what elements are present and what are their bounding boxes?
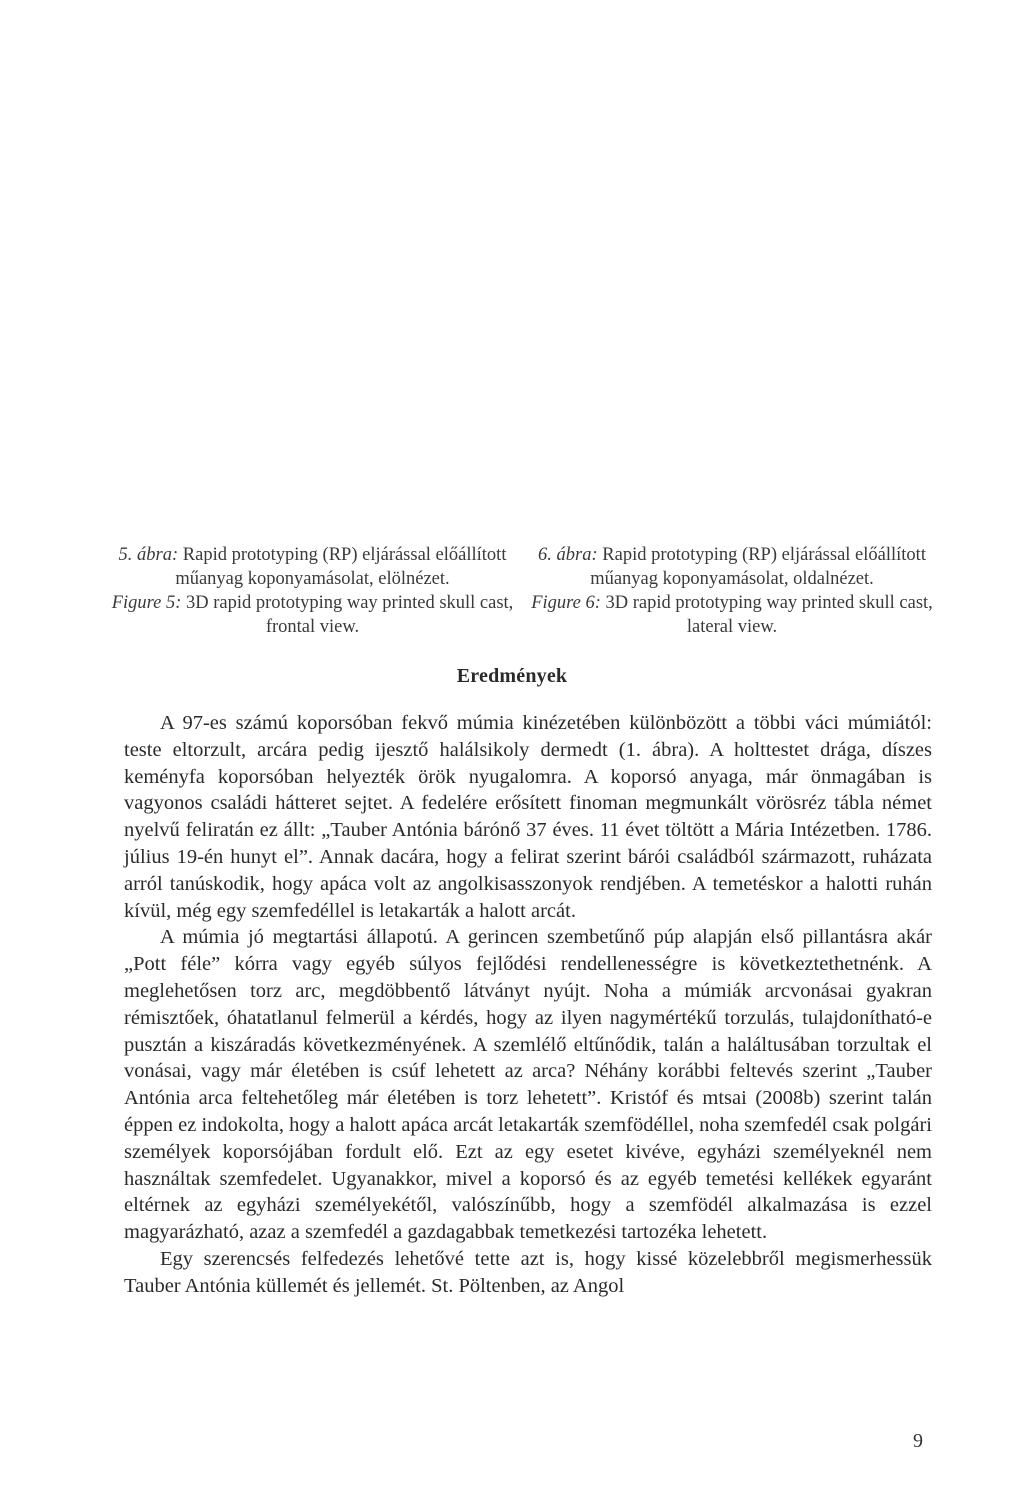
- caption-6-label-en: Figure 6:: [531, 593, 601, 613]
- paragraph-3: Egy szerencsés felfedezés lehetővé tette azt is, hogy kissé közelebbről megismerhessük Tauber Antónia küllemét és jellemét. St. Pöltenben, az Angol: [124, 1247, 932, 1297]
- body-text: [124, 710, 932, 1300]
- caption-6-text-hu: Rapid prototyping (RP) eljárással előállított műanyag koponyamásolat, oldalnézet.: [590, 545, 926, 589]
- paragraph-2: A múmia jó megtartási állapotú. A gerincen szembetűnő púp alapján első pillantásra akár „Pott féle” kórra vagy egyéb súlyos fejlődési rendellenességre is következtethetnénk. A meglehetősen torz arc, megdöbbentő látványt nyújt. Noha a múmiák arcvonásai gyakran rémisztőek, óhatatlanul felmerül a kérdés, hogy az ilyen nagymértékű torzulás, tulajdonítható-e pusztán a kiszáradás következményének. A szemlélő eltűnődik, talán a haláltusában torzultak el vonásai, vagy már életében is csúf lehetett az arca? Néhány korábbi feltevés szerint „Tauber Antónia arca feltehetőleg már életében is torz lehetett”. Kristóf és mtsai (2008b) szerint talán éppen ez indokolta, hogy a halott apáca arcát letakarták szemfödéllel, noha szemfedél csak polgári személyek koporsójában fordult elő. Ezt az egy esetet kivéve, egyházi személyeknél nem használtak szemfedelet. Ugyanakkor, mivel a koporsó és az egyéb temetési kellékek egyaránt eltérnek az egyházi személyekétől, valószínűbb, hogy a szemfödél alkalmazása is ezzel magyarázható, azaz a szemfedél a gazdagabbak temetkezési tartozéka lehetett.: [124, 926, 932, 1244]
- caption-6-text-en: 3D rapid prototyping way printed skull cast, lateral view.: [600, 593, 933, 637]
- page-number: 9: [913, 1430, 923, 1452]
- figure-image-area: [108, 0, 916, 540]
- caption-5-label-en: Figure 5:: [111, 593, 182, 613]
- section-title: Eredmények: [456, 665, 568, 687]
- paragraph-1: A 97-es számú koporsóban fekvő múmia kinézetében különbözött a többi váci múmiától: teste eltorzult, arcára pedig ijesztő halálsikoly dermedt (1. ábra). A holttestet drága, díszes keményfa koporsóban helyezték örök nyugalomra. A koporsó anyaga, már önmagában is vagyonos családi hátteret sejtet. A fedelére erősített finoman megmunkált vörösréz tábla német nyelvű feliratán ez állt: „Tauber Antónia bárónő 37 éves. 11 évet töltött a Mária Intézetben. 1786. július 19-én hunyt el”. Annak dacára, hogy a felirat szerint bárói családból származott, ruházata arról tanúskodik, hogy apáca volt az angolkisasszonyok rendjében. A temetéskor a halotti ruhán kívül, még egy szemfedéllel is letakarták a halott arcát.: [124, 712, 932, 922]
- caption-6-label-hu: 6. ábra:: [538, 545, 598, 565]
- caption-5-text-en: 3D rapid prototyping way printed skull cast, frontal view.: [181, 593, 514, 637]
- caption-figure-6: [526, 543, 938, 639]
- figure-captions: [110, 543, 940, 639]
- caption-figure-5: [110, 543, 515, 639]
- caption-5-label-hu: 5. ábra:: [118, 545, 179, 565]
- caption-5-text-hu: Rapid prototyping (RP) eljárással előállított műanyag koponyamásolat, elölnézet.: [175, 545, 507, 589]
